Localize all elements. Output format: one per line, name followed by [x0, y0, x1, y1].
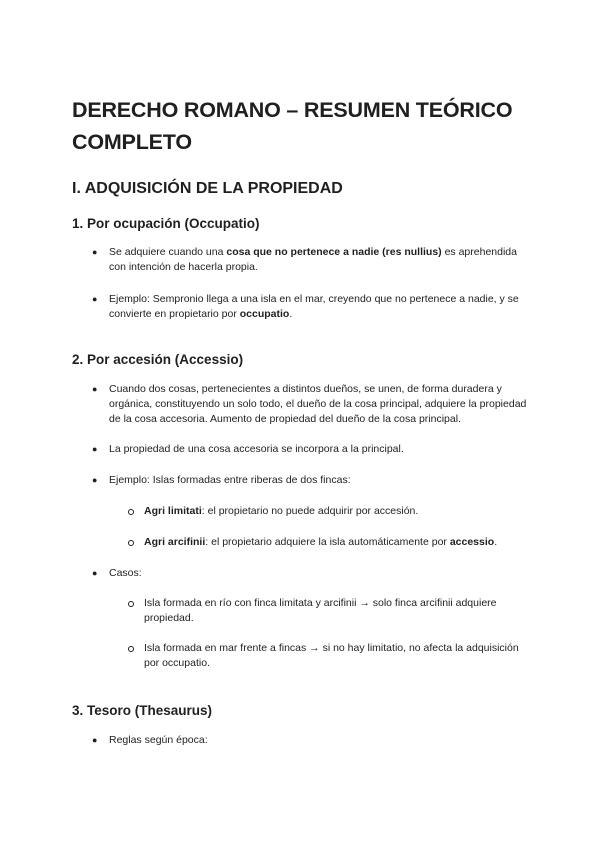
list-item [92, 245, 529, 275]
bold-text: cosa que no pertenece a nadie (res nullius) [226, 246, 442, 258]
list-item [92, 442, 529, 457]
subsection-heading-accessio: 2. Por accesión (Accessio) [72, 352, 244, 367]
bold-text: occupatio [239, 308, 290, 321]
text: Ejemplo: Sempronio llega a una isla en el mar, creyendo que no pertenece a nadie, y se convierte en propietario por [109, 293, 519, 321]
list-item [92, 382, 529, 428]
circle-bullet [128, 540, 134, 546]
circle-bullet [128, 601, 134, 607]
text: Casos: [109, 567, 142, 579]
list-item [92, 473, 529, 488]
subsection-heading-occupatio: 1. Por ocupación (Occupatio) [72, 216, 260, 231]
bold-text: Agri limitati [144, 505, 202, 517]
text: es aprehendida con intención de hacerla propia. [109, 246, 517, 274]
sublist-item [144, 641, 529, 671]
subsection-heading-tesoro: 3. Tesoro (Thesaurus) [72, 703, 213, 718]
text: : el propietario adquiere la isla automáticamente por [205, 536, 450, 548]
sublist-item [144, 596, 529, 626]
text: Isla formada en río con finca limitata y arcifinii → solo finca arcifinii adquiere propiedad. [144, 597, 497, 625]
bullet: ● [92, 475, 98, 485]
bullet: ● [92, 444, 98, 454]
bullet: ● [92, 247, 98, 257]
text: La propiedad de una cosa accesoria se incorpora a la principal. [109, 443, 404, 455]
text: Se adquiere cuando una [109, 246, 227, 258]
text: Isla formada en mar frente a fincas → si no hay limitatio, no afecta la adquisición por occupatio. [144, 642, 519, 670]
sublist-item [144, 535, 529, 550]
list-item [92, 733, 529, 748]
list-item [92, 566, 529, 581]
text: . [289, 308, 293, 321]
list-item [92, 292, 529, 322]
bold-text: accessio [449, 536, 495, 548]
circle-bullet [128, 646, 134, 652]
document-title: DERECHO ROMANO – RESUMEN TEÓRICO COMPLETO [72, 98, 513, 154]
text: . [494, 536, 498, 548]
bullet: ● [92, 568, 98, 578]
section-heading-adquisicion: I. ADQUISICIÓN DE LA PROPIEDAD [72, 180, 343, 197]
bullet: ● [92, 735, 98, 745]
bullet: ● [92, 294, 98, 304]
text: Reglas según época: [109, 734, 208, 746]
bullet: ● [92, 384, 98, 394]
text: : el propietario no puede adquirir por accesión. [201, 505, 419, 517]
text: Cuando dos cosas, pertenecientes a distintos dueños, se unen, de forma duradera y orgánica, constituyendo un solo todo, el dueño de la cosa principal, adquiere la propiedad de la cosa accesoria. Aumento de propiedad del dueño de la cosa principal. [109, 383, 527, 426]
bold-text: Agri arcifinii [144, 536, 206, 548]
sublist-item [144, 504, 529, 519]
text: Ejemplo: Islas formadas entre riberas de dos fincas: [109, 474, 351, 486]
circle-bullet [128, 509, 134, 515]
